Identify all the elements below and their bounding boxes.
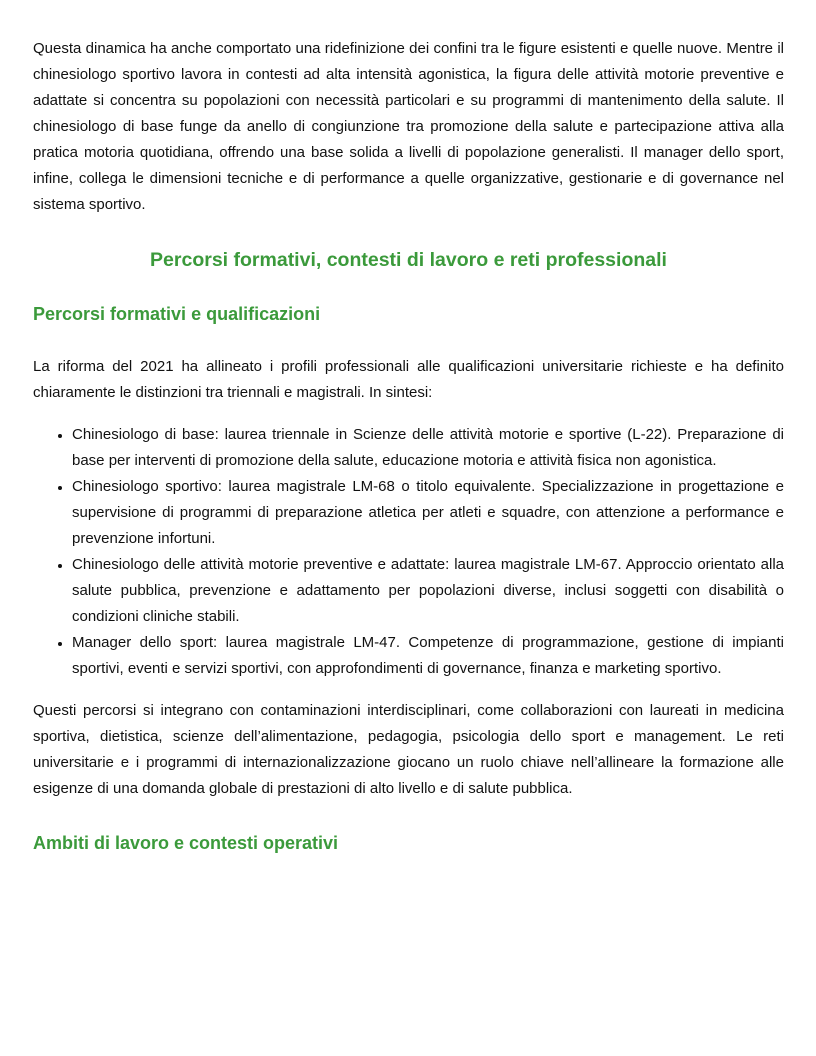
closing-paragraph: Questi percorsi si integrano con contaminazioni interdisciplinari, come collaborazioni con laureati in medicina sportiva, dietistica, scienze dell’alimentazione, pedagogia, psicologia dello sport e management. Le reti universitarie e i programmi di internazionalizzazione giocano un ruolo chiave nell’allineare la formazione alle esigenze di una domanda globale di prestazioni di alto livello e di salute pubblica. [33,702,784,797]
list-item: • Chinesiologo di base: laurea triennale in Scienze delle attività motorie e sportive (L-22). Preparazione di base per interventi di promozione della salute, educazione motoria e attività fisica non agonistica. [72,422,784,474]
subsection-intro-paragraph: La riforma del 2021 ha allineato i profili professionali alle qualificazioni universitarie richieste e ha definito chiaramente le distinzioni tra triennali e magistrali. In sintesi: [33,358,784,401]
intro-paragraph: Questa dinamica ha anche comportato una ridefinizione dei confini tra le figure esistenti e quelle nuove. Mentre il chinesiologo sportivo lavora in contesti ad alta intensità agonistica, la figura delle attività motorie preventive e adattate si concentra su popolazioni con necessità particolari e su programmi di mantenimento della salute. Il chinesiologo di base funge da anello di congiunzione tra promozione della salute e partecipazione attiva alla pratica motoria quotidiana, offrendo una base solida a livelli di popolazione generalisti. Il manager dello sport, infine, collega le dimensioni tecniche e di performance a quelle organizzative, gestionarie e di governance nel sistema sportivo. [33,40,784,213]
subsection-title-percorsi: Percorsi formativi e qualificazioni [33,304,321,324]
subsection-title-ambiti: Ambiti di lavoro e contesti operativi [33,833,339,853]
list-item: • Manager dello sport: laurea magistrale LM-47. Competenze di programmazione, gestione di impianti sportivi, eventi e servizi sportivi, con approfondimenti di governance, finanza e marketing sportivo. [72,630,784,682]
list-item: • Chinesiologo delle attività motorie preventive e adattate: laurea magistrale LM-67. Approccio orientato alla salute pubblica, prevenzione e adattamento per popolazioni diverse, inclusi soggetti con disabilità o condizioni cliniche stabili. [72,552,784,630]
list-item: • Chinesiologo sportivo: laurea magistrale LM-68 o titolo equivalente. Specializzazione in progettazione e supervisione di programmi di preparazione atletica per atleti e squadre, con attenzione a performance e prevenzione infortuni. [72,474,784,552]
qualifications-list [33,422,784,682]
section-title: Percorsi formativi, contesti di lavoro e reti professionali [150,249,667,271]
